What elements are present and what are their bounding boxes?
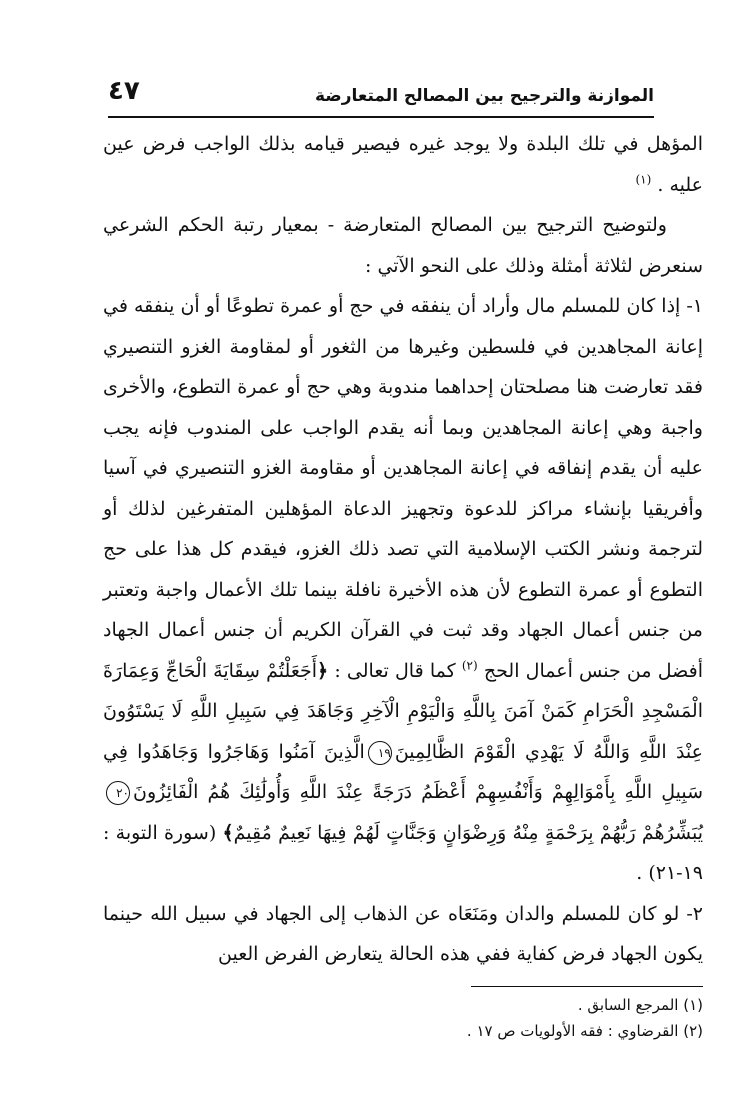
quran-verse-21: يُبَشِّرُهُمْ رَبُّهُمْ بِرَحْمَةٍ مِنْهُ وَرِضْوَانٍ وَجَنَّاتٍ لَهُمْ فِيهَا نَعِيمٌ مُقِيمٌ: [233, 821, 704, 844]
footnote-divider: [471, 986, 703, 987]
quran-intro: كما قال تعالى :: [334, 659, 456, 682]
page-number: ٤٧: [108, 76, 140, 106]
ayah-number-20: ٢٠: [106, 781, 130, 805]
footnotes: [103, 992, 703, 1044]
running-title: الموازنة والترجيح بين المصالح المتعارضة: [314, 86, 654, 106]
footnote-2: (٢) القرضاوي : فقه الأولويات ص ١٧ .: [466, 1022, 703, 1040]
quran-verse-20: الَّذِينَ آمَنُوا وَهَاجَرُوا وَجَاهَدُوا فِي سَبِيلِ اللَّهِ بِأَمْوَالِهِمْ وَأَنْفُسِهِمْ أَعْظَمُ دَرَجَةً عِنْدَ اللَّهِ وَأُولَٰئِكَ هُمُ الْفَائِزُونَ: [103, 740, 703, 803]
footnote-ref-2: (٢): [461, 658, 478, 673]
paragraph-1-text: المؤهل في تلك البلدة ولا يوجد غيره فيصير قيامه بذلك الواجب فرض عين عليه .: [103, 133, 703, 196]
quran-open-bracket: ﴿: [317, 659, 329, 682]
page-header: [108, 72, 654, 118]
ayah-number-19: ١٩: [368, 741, 392, 765]
quran-verse-19: أَجَعَلْتُمْ سِقَايَةَ الْحَاجِّ وَعِمَارَةَ الْمَسْجِدِ الْحَرَامِ كَمَنْ آمَنَ بِاللَّهِ وَالْيَوْمِ الْآخِرِ وَجَاهَدَ فِي سَبِيلِ اللَّهِ لَا يَسْتَوُونَ عِنْدَ اللَّهِ وَاللَّهُ لَا يَهْدِي الْقَوْمَ الظَّالِمِينَ: [103, 659, 703, 763]
footnote-ref-1: (١): [635, 172, 652, 187]
paragraph-2: ولتوضيح الترجيح بين المصالح المتعارضة - بمعيار رتبة الحكم الشرعي سنعرض لثلاثة أمثلة وذلك على النحو الآتي :: [103, 214, 703, 277]
paragraph-3-text: ١- إذا كان للمسلم مال وأراد أن ينفقه في حج أو عمرة تطوعًا أو أن ينفقه في إعانة المجاهدين في فلسطين وغيرها من الثغور أو لمقاومة الغزو التنصيري فقد تعارضت هنا مصلحتان إحداهما مندوبة وهي حج أو عمرة التطوع، والأخرى واجبة وهي إعانة المجاهدين وبما أنه يقدم الواجب على المندوب فإنه يجب عليه أن يقدم إنفاقه في إعانة المجاهدين أو مقاومة الغزو التنصيري في آسيا وأفريقيا بإنشاء مراكز للدعوة وتجهيز الدعاة المؤهلين المتفرغين لذلك أو لترجمة ونشر الكتب الإسلامية التي تصد ذلك الغزو، فيقدم كل هذا على حج التطوع أو عمرة التطوع لأن هذه الأخيرة نافلة بينما تلك الأعمال واجبة وتعتبر من جنس أعمال الجهاد وقد ثبت في القرآن الكريم أن جنس أعمال الجهاد أفضل من جنس أعمال الحج: [103, 295, 703, 682]
quran-citation: (سورة التوبة : ١٩-٢١) .: [103, 821, 703, 884]
main-text: [103, 124, 703, 975]
paragraph-4: ٢- لو كان للمسلم والدان ومَنَعَاه عن الذهاب إلى الجهاد في سبيل الله حينما يكون الجهاد فرض كفاية ففي هذه الحالة يتعارض الفرض العين: [103, 902, 703, 965]
footnote-1: (١) المرجع السابق .: [577, 996, 703, 1014]
quran-close-bracket: ﴾: [222, 821, 234, 844]
paragraph-3: [103, 286, 703, 894]
paragraph-1: [103, 124, 703, 205]
